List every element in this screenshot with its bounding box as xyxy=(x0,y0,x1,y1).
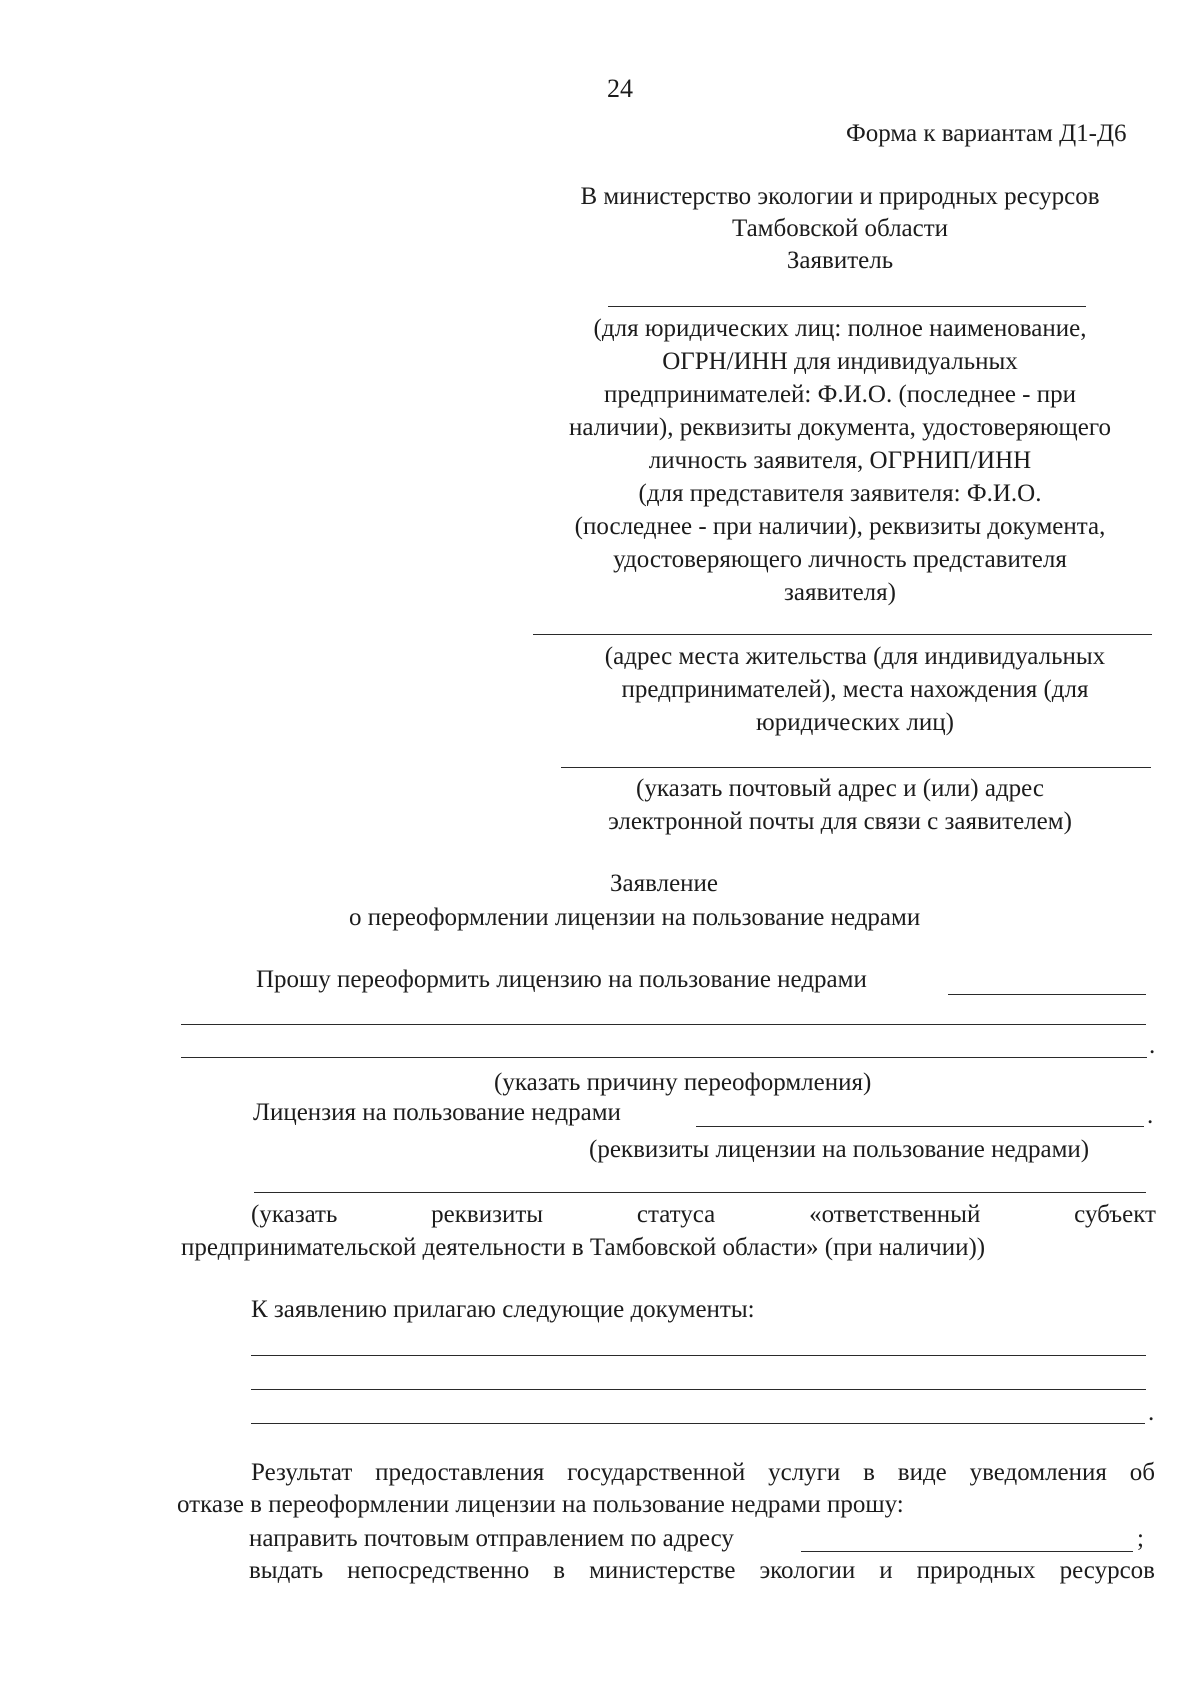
reason-hint: (указать причину переоформления) xyxy=(494,1069,872,1096)
result-word: виде xyxy=(897,1459,947,1486)
attachment-line-3[interactable] xyxy=(251,1423,1145,1424)
address-line[interactable] xyxy=(533,634,1152,635)
addressee-line-1: В министерство экологии и природных ресурсов xyxy=(580,183,1100,210)
license-line[interactable] xyxy=(696,1126,1144,1127)
option-issue-word: в xyxy=(553,1557,566,1584)
applicant-hint-3: предпринимателей: Ф.И.О. (последнее - при xyxy=(603,381,1077,408)
result-word: государственной xyxy=(567,1459,746,1486)
result-word: в xyxy=(863,1459,875,1486)
license-hint: (реквизиты лицензии на пользование недрами) xyxy=(589,1136,1090,1163)
status-hint-line-2: предпринимательской деятельности в Тамбовской области» (при наличии)) xyxy=(181,1234,986,1261)
result-line-1 xyxy=(251,1460,1155,1485)
applicant-hint-5: личность заявителя, ОГРНИП/ИНН xyxy=(648,447,1032,474)
reason-line-period: . xyxy=(1149,1032,1156,1059)
applicant-line[interactable] xyxy=(608,306,1086,307)
address-hint-2: предпринимателей), места нахождения (для xyxy=(621,676,1089,703)
applicant-hint-2: ОГРН/ИНН для индивидуальных xyxy=(662,348,1018,375)
document-title: Заявление xyxy=(610,870,719,897)
option-mail-label: направить почтовым отправлением по адресу xyxy=(249,1525,734,1552)
option-mail-end: ; xyxy=(1137,1525,1144,1552)
addressee-line-2: Тамбовской области xyxy=(731,215,949,242)
option-issue-word: природных xyxy=(916,1557,1036,1584)
result-word: предоставления xyxy=(375,1459,545,1486)
applicant-hint-6: (для представителя заявителя: Ф.И.О. xyxy=(638,480,1042,507)
result-word: Результат xyxy=(251,1459,353,1486)
option-issue-word: министерстве xyxy=(589,1557,736,1584)
attachments-label: К заявлению прилагаю следующие документы: xyxy=(251,1296,755,1323)
status-hint-word: реквизиты xyxy=(431,1201,544,1228)
status-hint-word: статуса xyxy=(636,1201,716,1228)
status-hint-word: (указать xyxy=(251,1201,338,1228)
applicant-hint-1: (для юридических лиц: полное наименование, xyxy=(593,315,1087,342)
attachment-line-period: . xyxy=(1148,1399,1155,1426)
applicant-label: Заявитель xyxy=(786,247,894,274)
address-hint-1: (адрес места жительства (для индивидуальных xyxy=(604,643,1106,670)
license-line-period: . xyxy=(1147,1102,1154,1129)
status-hint-line-1 xyxy=(251,1202,1156,1227)
request-text: Прошу переоформить лицензию на пользование недрами xyxy=(256,966,867,993)
status-hint-word: «ответственный xyxy=(809,1201,981,1228)
attachment-line-2[interactable] xyxy=(251,1389,1146,1390)
applicant-hint-9: заявителя) xyxy=(784,579,896,606)
applicant-hint-7: (последнее - при наличии), реквизиты документа, xyxy=(574,513,1106,540)
reason-line-2[interactable] xyxy=(181,1057,1147,1058)
status-hint-word: субъект xyxy=(1074,1201,1156,1228)
option-issue-word: ресурсов xyxy=(1059,1557,1155,1584)
form-caption: Форма к вариантам Д1-Д6 xyxy=(846,120,1127,147)
contact-hint-1: (указать почтовый адрес и (или) адрес xyxy=(636,775,1044,802)
result-word: услуги xyxy=(768,1459,841,1486)
option-issue-word: выдать xyxy=(249,1557,324,1584)
applicant-hint-4: наличии), реквизиты документа, удостоверяющего xyxy=(568,414,1112,441)
applicant-hint-8: удостоверяющего личность представителя xyxy=(613,546,1067,573)
reason-line-1[interactable] xyxy=(181,1024,1146,1025)
result-word: об xyxy=(1129,1459,1155,1486)
result-line-2: отказе в переоформлении лицензии на пользование недрами прошу: xyxy=(177,1491,904,1518)
page-number: 24 xyxy=(607,74,633,103)
option-issue-word: непосредственно xyxy=(347,1557,530,1584)
option-issue-line xyxy=(249,1558,1155,1583)
attachment-line-1[interactable] xyxy=(251,1355,1146,1356)
contact-line[interactable] xyxy=(561,767,1151,768)
option-mail-address-line[interactable] xyxy=(801,1551,1133,1552)
address-hint-3: юридических лиц) xyxy=(756,709,954,736)
license-label: Лицензия на пользование недрами xyxy=(253,1099,621,1126)
request-line-inline[interactable] xyxy=(948,994,1146,995)
result-word: уведомления xyxy=(969,1459,1107,1486)
contact-hint-2: электронной почты для связи с заявителем) xyxy=(608,808,1072,835)
option-issue-word: и xyxy=(879,1557,893,1584)
status-line[interactable] xyxy=(254,1192,1146,1193)
option-issue-word: экологии xyxy=(759,1557,856,1584)
document-subtitle: о переоформлении лицензии на пользование недрами xyxy=(349,904,921,931)
